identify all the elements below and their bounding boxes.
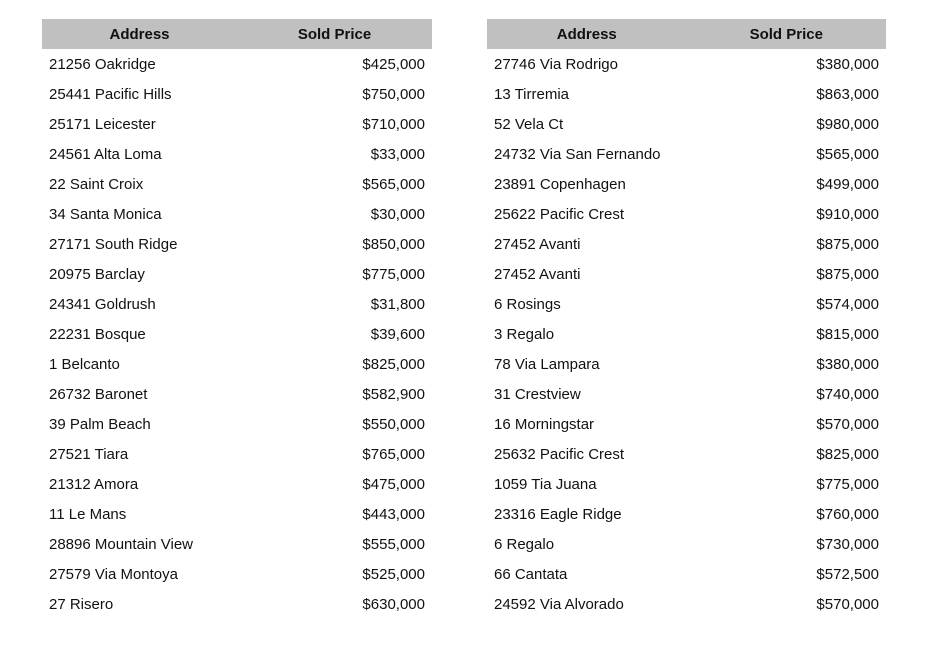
table-row: [42, 289, 432, 319]
sold-price-cell: $555,000: [362, 535, 425, 553]
address-cell: 25632 Pacific Crest: [494, 445, 625, 463]
address-column-header: Address: [109, 25, 170, 43]
sold-price-cell: $475,000: [362, 475, 425, 493]
address-cell: 24592 Via Alvorado: [494, 595, 624, 613]
table-row: [487, 589, 886, 619]
table-body: [487, 49, 886, 619]
address-cell: 24732 Via San Fernando: [494, 145, 661, 163]
sold-price-cell: $565,000: [816, 145, 879, 163]
table-row: [42, 259, 432, 289]
address-cell: 39 Palm Beach: [49, 415, 151, 433]
address-cell: 34 Santa Monica: [49, 205, 162, 223]
address-cell: 22 Saint Croix: [49, 175, 144, 193]
sold-price-cell: $730,000: [816, 535, 879, 553]
table-row: [487, 499, 886, 529]
sold-price-cell: $380,000: [816, 355, 879, 373]
sold-price-cell: $825,000: [816, 445, 879, 463]
sold-price-cell: $875,000: [816, 265, 879, 283]
sold-price-cell: $815,000: [816, 325, 879, 343]
sold-price-column-header: Sold Price: [297, 25, 372, 43]
table-row: [42, 169, 432, 199]
address-cell: 25171 Leicester: [49, 115, 156, 133]
sold-price-cell: $775,000: [362, 265, 425, 283]
address-cell: 1 Belcanto: [49, 355, 120, 373]
sold-price-cell: $443,000: [362, 505, 425, 523]
sold-price-cell: $30,000: [370, 205, 425, 223]
table-row: [42, 559, 432, 589]
address-cell: 78 Via Lampara: [494, 355, 600, 373]
address-cell: 31 Crestview: [494, 385, 581, 403]
table-row: [42, 109, 432, 139]
sold-price-cell: $760,000: [816, 505, 879, 523]
table-row: [487, 469, 886, 499]
table-header: [42, 19, 432, 49]
sold-price-cell: $630,000: [362, 595, 425, 613]
address-cell: 13 Tirremia: [494, 85, 570, 103]
address-cell: 27 Risero: [49, 595, 114, 613]
address-cell: 11 Le Mans: [49, 505, 127, 523]
table-row: [487, 259, 886, 289]
table-row: [42, 469, 432, 499]
address-cell: 24561 Alta Loma: [49, 145, 162, 163]
address-cell: 23316 Eagle Ridge: [494, 505, 622, 523]
table-row: [487, 559, 886, 589]
table-row: [487, 289, 886, 319]
sold-price-cell: $425,000: [362, 55, 425, 73]
table-row: [42, 439, 432, 469]
address-cell: 21312 Amora: [49, 475, 139, 493]
sold-price-cell: $33,000: [370, 145, 425, 163]
address-cell: 3 Regalo: [494, 325, 555, 343]
address-column-header: Address: [556, 25, 617, 43]
sold-price-cell: $499,000: [816, 175, 879, 193]
sold-price-cell: $710,000: [362, 115, 425, 133]
address-cell: 1059 Tia Juana: [494, 475, 597, 493]
address-cell: 16 Morningstar: [494, 415, 595, 433]
address-cell: 27452 Avanti: [494, 235, 581, 253]
sold-price-column-header: Sold Price: [749, 25, 823, 43]
table-row: [42, 379, 432, 409]
table-row: [42, 229, 432, 259]
table-row: [487, 439, 886, 469]
table-row: [487, 229, 886, 259]
sold-price-cell: $765,000: [362, 445, 425, 463]
address-cell: 22231 Bosque: [49, 325, 146, 343]
sold-price-cell: $875,000: [816, 235, 879, 253]
address-cell: 21256 Oakridge: [49, 55, 156, 73]
address-cell: 6 Regalo: [494, 535, 555, 553]
address-cell: 27746 Via Rodrigo: [494, 55, 618, 73]
sold-price-cell: $31,800: [370, 295, 425, 313]
sold-price-cell: $740,000: [816, 385, 879, 403]
table-row: [42, 589, 432, 619]
sold-price-table-right: [487, 19, 886, 619]
table-body: [42, 49, 432, 619]
table-row: [487, 169, 886, 199]
sold-price-cell: $39,600: [370, 325, 425, 343]
sold-price-cell: $825,000: [362, 355, 425, 373]
table-row: [487, 79, 886, 109]
sold-price-cell: $525,000: [362, 565, 425, 583]
sold-price-cell: $750,000: [362, 85, 425, 103]
table-row: [42, 499, 432, 529]
table-row: [487, 529, 886, 559]
address-cell: 25441 Pacific Hills: [49, 85, 172, 103]
sold-price-cell: $582,900: [362, 385, 425, 403]
address-cell: 27452 Avanti: [494, 265, 581, 283]
sold-price-cell: $570,000: [816, 595, 879, 613]
address-cell: 6 Rosings: [494, 295, 561, 313]
sold-price-cell: $863,000: [816, 85, 879, 103]
table-row: [42, 199, 432, 229]
table-row: [487, 139, 886, 169]
sold-price-cell: $570,000: [816, 415, 879, 433]
address-cell: 52 Vela Ct: [494, 115, 564, 133]
sold-price-cell: $572,500: [816, 565, 879, 583]
table-row: [42, 319, 432, 349]
sold-price-table-left: [42, 19, 432, 619]
address-cell: 27521 Tiara: [49, 445, 129, 463]
sold-price-cell: $910,000: [816, 205, 879, 223]
table-row: [42, 349, 432, 379]
address-cell: 26732 Baronet: [49, 385, 148, 403]
address-cell: 27579 Via Montoya: [49, 565, 178, 583]
address-cell: 24341 Goldrush: [49, 295, 156, 313]
sold-price-cell: $850,000: [362, 235, 425, 253]
sold-price-cell: $980,000: [816, 115, 879, 133]
sold-price-cell: $775,000: [816, 475, 879, 493]
address-cell: 28896 Mountain View: [49, 535, 193, 553]
table-row: [487, 109, 886, 139]
table-row: [42, 79, 432, 109]
address-cell: 23891 Copenhagen: [494, 175, 626, 193]
table-row: [42, 49, 432, 79]
table-row: [487, 379, 886, 409]
address-cell: 25622 Pacific Crest: [494, 205, 625, 223]
address-cell: 66 Cantata: [494, 565, 568, 583]
table-row: [42, 529, 432, 559]
table-row: [487, 319, 886, 349]
sold-price-cell: $380,000: [816, 55, 879, 73]
sold-price-cell: $550,000: [362, 415, 425, 433]
table-row: [487, 49, 886, 79]
sold-price-cell: $565,000: [362, 175, 425, 193]
table-row: [42, 409, 432, 439]
table-row: [487, 349, 886, 379]
table-header: [487, 19, 886, 49]
sold-price-cell: $574,000: [816, 295, 879, 313]
table-row: [487, 409, 886, 439]
table-row: [42, 139, 432, 169]
address-cell: 27171 South Ridge: [49, 235, 178, 253]
address-cell: 20975 Barclay: [49, 265, 145, 283]
table-row: [487, 199, 886, 229]
